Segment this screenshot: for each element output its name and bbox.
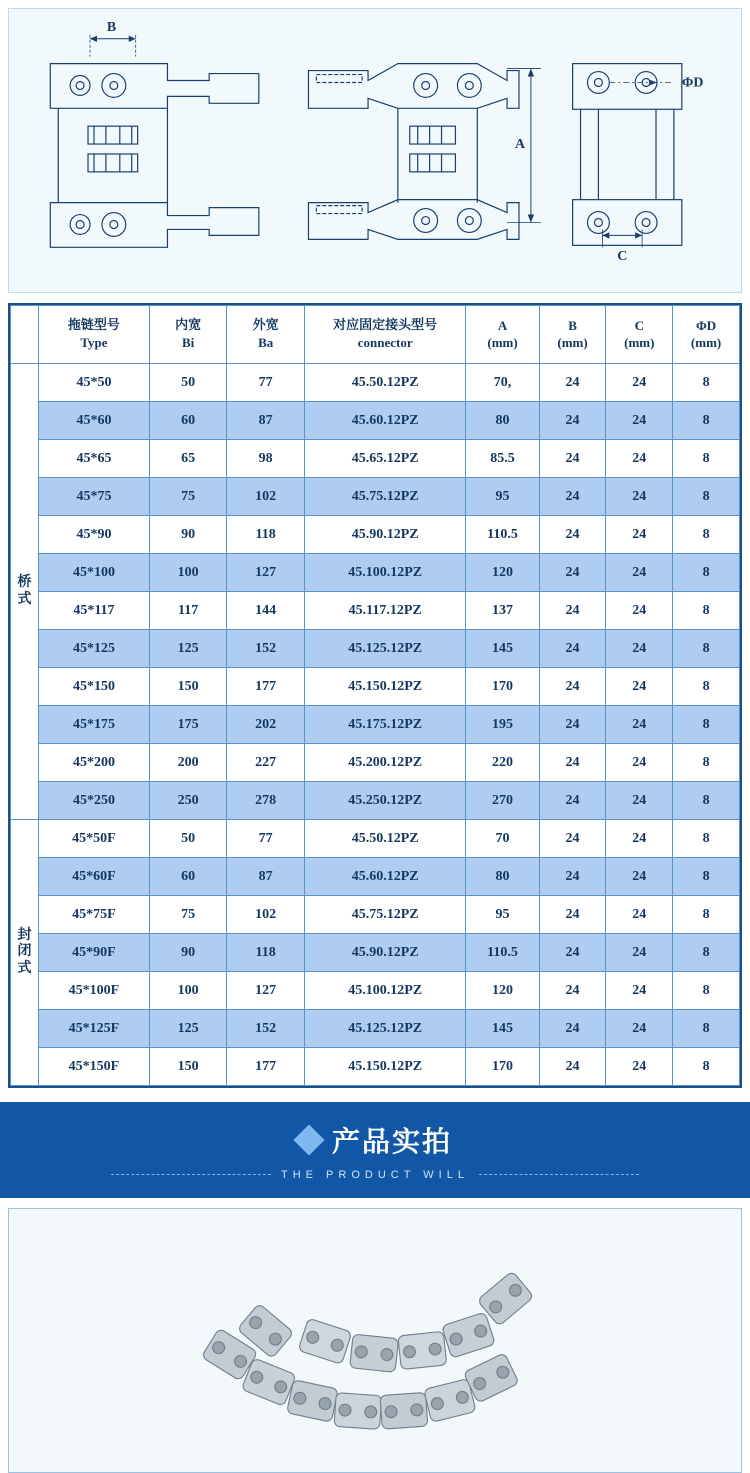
header-b-unit: (mm) <box>557 334 588 350</box>
cell-b: 24 <box>539 1048 606 1086</box>
cell-connector: 45.90.12PZ <box>304 516 466 554</box>
cell-type: 45*60F <box>38 858 149 896</box>
cell-b: 24 <box>539 630 606 668</box>
header-row <box>11 306 740 364</box>
cell-c: 24 <box>606 554 673 592</box>
cell-connector: 45.100.12PZ <box>304 972 466 1010</box>
cell-bi: 125 <box>149 1010 227 1048</box>
cell-type: 45*75 <box>38 478 149 516</box>
cell-phid: 8 <box>673 782 740 820</box>
cell-type: 45*125 <box>38 630 149 668</box>
table-row <box>11 592 740 630</box>
cell-phid: 8 <box>673 896 740 934</box>
table-row <box>11 782 740 820</box>
cell-a: 85.5 <box>466 440 539 478</box>
cell-ba: 127 <box>227 554 305 592</box>
cell-bi: 100 <box>149 972 227 1010</box>
cell-phid: 8 <box>673 478 740 516</box>
cell-ba: 118 <box>227 516 305 554</box>
cell-ba: 127 <box>227 972 305 1010</box>
cell-c: 24 <box>606 1010 673 1048</box>
cell-connector: 45.100.12PZ <box>304 554 466 592</box>
table-row <box>11 630 740 668</box>
cell-c: 24 <box>606 934 673 972</box>
cell-type: 45*65 <box>38 440 149 478</box>
cell-c: 24 <box>606 820 673 858</box>
cell-type: 45*200 <box>38 744 149 782</box>
product-photo-banner <box>0 1102 750 1198</box>
table-row <box>11 858 740 896</box>
cell-bi: 90 <box>149 934 227 972</box>
header-type-cn: 拖链型号 <box>67 318 120 334</box>
cell-ba: 152 <box>227 630 305 668</box>
cell-ba: 87 <box>227 402 305 440</box>
product-spec-page <box>0 8 750 1473</box>
banner-subtitle-row <box>0 1169 750 1181</box>
cell-connector: 45.60.12PZ <box>304 858 466 896</box>
dimension-label-c: C <box>617 249 628 265</box>
header-bi <box>149 306 227 364</box>
cell-ba: 77 <box>227 820 305 858</box>
cell-ba: 152 <box>227 1010 305 1048</box>
table-row <box>11 820 740 858</box>
cell-phid: 8 <box>673 554 740 592</box>
banner-title: 产品实拍 <box>331 1124 452 1158</box>
cell-connector: 45.65.12PZ <box>304 440 466 478</box>
cell-b: 24 <box>539 364 606 402</box>
cell-bi: 100 <box>149 554 227 592</box>
spec-table-head <box>11 306 740 364</box>
cell-bi: 117 <box>149 592 227 630</box>
cell-b: 24 <box>539 554 606 592</box>
cell-type: 45*60 <box>38 402 149 440</box>
table-row <box>11 972 740 1010</box>
cell-ba: 177 <box>227 668 305 706</box>
table-row <box>11 744 740 782</box>
cell-a: 120 <box>466 972 539 1010</box>
cell-connector: 45.50.12PZ <box>304 820 466 858</box>
cell-ba: 278 <box>227 782 305 820</box>
header-ba <box>227 306 305 364</box>
spec-table-wrapper <box>8 303 742 1088</box>
header-c-unit: (mm) <box>624 334 655 350</box>
dimension-label-b: B <box>106 19 117 35</box>
cell-a: 95 <box>466 478 539 516</box>
cell-bi: 60 <box>149 858 227 896</box>
cell-connector: 45.75.12PZ <box>304 896 466 934</box>
cell-bi: 65 <box>149 440 227 478</box>
divider-left <box>111 1174 271 1175</box>
cell-bi: 150 <box>149 1048 227 1086</box>
cell-ba: 87 <box>227 858 305 896</box>
cell-bi: 90 <box>149 516 227 554</box>
cell-type: 45*50F <box>38 820 149 858</box>
cell-phid: 8 <box>673 516 740 554</box>
cell-b: 24 <box>539 592 606 630</box>
cell-c: 24 <box>606 592 673 630</box>
cell-ba: 227 <box>227 744 305 782</box>
cell-b: 24 <box>539 1010 606 1048</box>
cell-c: 24 <box>606 630 673 668</box>
cell-phid: 8 <box>673 668 740 706</box>
cell-c: 24 <box>606 516 673 554</box>
cell-phid: 8 <box>673 364 740 402</box>
cell-ba: 202 <box>227 706 305 744</box>
cell-connector: 45.125.12PZ <box>304 1010 466 1048</box>
header-c <box>606 306 673 364</box>
header-a-title: A <box>497 318 508 334</box>
table-row <box>11 1010 740 1048</box>
header-b-title: B <box>568 318 577 334</box>
cell-c: 24 <box>606 744 673 782</box>
table-row <box>11 364 740 402</box>
dimension-label-a: A <box>515 137 526 153</box>
header-ba-cn: 外宽 <box>252 318 279 334</box>
cell-a: 95 <box>466 896 539 934</box>
cell-connector: 45.125.12PZ <box>304 630 466 668</box>
cell-a: 80 <box>466 402 539 440</box>
header-a <box>466 306 539 364</box>
header-ba-en: Ba <box>258 334 274 350</box>
cell-phid: 8 <box>673 744 740 782</box>
table-row <box>11 896 740 934</box>
table-row <box>11 440 740 478</box>
cell-c: 24 <box>606 478 673 516</box>
cell-b: 24 <box>539 440 606 478</box>
cell-bi: 50 <box>149 364 227 402</box>
product-photo-svg <box>9 1209 741 1472</box>
cell-b: 24 <box>539 744 606 782</box>
cell-ba: 77 <box>227 364 305 402</box>
cell-a: 70, <box>466 364 539 402</box>
cell-type: 45*117 <box>38 592 149 630</box>
cell-c: 24 <box>606 364 673 402</box>
cell-b: 24 <box>539 858 606 896</box>
cell-b: 24 <box>539 706 606 744</box>
table-row <box>11 402 740 440</box>
cell-type: 45*175 <box>38 706 149 744</box>
cell-connector: 45.75.12PZ <box>304 478 466 516</box>
cell-c: 24 <box>606 896 673 934</box>
cell-type: 45*125F <box>38 1010 149 1048</box>
cell-a: 137 <box>466 592 539 630</box>
cell-a: 270 <box>466 782 539 820</box>
cell-type: 45*150 <box>38 668 149 706</box>
diamond-icon <box>293 1124 324 1155</box>
cell-connector: 45.200.12PZ <box>304 744 466 782</box>
header-connector-en: connector <box>357 334 413 350</box>
cell-c: 24 <box>606 782 673 820</box>
cell-bi: 200 <box>149 744 227 782</box>
cell-ba: 102 <box>227 478 305 516</box>
cell-phid: 8 <box>673 972 740 1010</box>
header-bi-cn: 内宽 <box>175 318 202 334</box>
cell-connector: 45.90.12PZ <box>304 934 466 972</box>
cell-bi: 250 <box>149 782 227 820</box>
cell-ba: 177 <box>227 1048 305 1086</box>
cell-phid: 8 <box>673 592 740 630</box>
header-connector-cn: 对应固定接头型号 <box>333 318 438 334</box>
cell-a: 120 <box>466 554 539 592</box>
cell-a: 170 <box>466 668 539 706</box>
cell-c: 24 <box>606 706 673 744</box>
cell-phid: 8 <box>673 440 740 478</box>
row-group-label: 封闭式 <box>11 820 39 1086</box>
header-phid <box>673 306 740 364</box>
cell-ba: 98 <box>227 440 305 478</box>
cell-phid: 8 <box>673 820 740 858</box>
header-group-col <box>11 306 39 364</box>
cell-c: 24 <box>606 972 673 1010</box>
table-row <box>11 554 740 592</box>
cell-b: 24 <box>539 934 606 972</box>
cell-phid: 8 <box>673 706 740 744</box>
cell-bi: 150 <box>149 668 227 706</box>
cell-a: 170 <box>466 1048 539 1086</box>
header-connector <box>304 306 466 364</box>
cell-type: 45*100F <box>38 972 149 1010</box>
cell-c: 24 <box>606 402 673 440</box>
header-type <box>38 306 149 364</box>
table-row <box>11 1048 740 1086</box>
cell-ba: 118 <box>227 934 305 972</box>
header-type-en: Type <box>80 334 108 350</box>
table-row <box>11 934 740 972</box>
header-phid-title: ΦD <box>695 318 717 334</box>
cell-phid: 8 <box>673 1010 740 1048</box>
cell-bi: 50 <box>149 820 227 858</box>
cell-a: 110.5 <box>466 934 539 972</box>
cell-b: 24 <box>539 820 606 858</box>
cell-bi: 75 <box>149 478 227 516</box>
row-group-label: 桥式 <box>11 364 39 820</box>
technical-drawing-panel <box>8 8 742 293</box>
cell-bi: 60 <box>149 402 227 440</box>
cell-connector: 45.150.12PZ <box>304 1048 466 1086</box>
cell-connector: 45.150.12PZ <box>304 668 466 706</box>
table-row <box>11 668 740 706</box>
cell-connector: 45.60.12PZ <box>304 402 466 440</box>
cell-type: 45*75F <box>38 896 149 934</box>
cell-bi: 75 <box>149 896 227 934</box>
header-phid-unit: (mm) <box>690 334 722 350</box>
spec-table-body <box>11 364 740 1086</box>
table-row <box>11 478 740 516</box>
header-b <box>539 306 606 364</box>
table-row <box>11 516 740 554</box>
cell-type: 45*250 <box>38 782 149 820</box>
cell-b: 24 <box>539 972 606 1010</box>
cell-c: 24 <box>606 668 673 706</box>
drawing-svg <box>9 9 741 292</box>
header-c-title: C <box>634 318 644 334</box>
cell-c: 24 <box>606 858 673 896</box>
cell-type: 45*50 <box>38 364 149 402</box>
cell-b: 24 <box>539 516 606 554</box>
header-a-unit: (mm) <box>487 334 518 350</box>
cell-type: 45*90F <box>38 934 149 972</box>
header-bi-en: Bi <box>182 334 195 350</box>
cell-type: 45*90 <box>38 516 149 554</box>
cell-a: 110.5 <box>466 516 539 554</box>
cell-c: 24 <box>606 1048 673 1086</box>
spec-table <box>10 305 740 1086</box>
cell-phid: 8 <box>673 1048 740 1086</box>
cell-connector: 45.50.12PZ <box>304 364 466 402</box>
cell-connector: 45.250.12PZ <box>304 782 466 820</box>
cell-ba: 144 <box>227 592 305 630</box>
cell-bi: 175 <box>149 706 227 744</box>
cell-b: 24 <box>539 668 606 706</box>
cell-ba: 102 <box>227 896 305 934</box>
banner-subtitle: THE PRODUCT WILL <box>281 1168 469 1181</box>
cell-b: 24 <box>539 478 606 516</box>
cell-a: 145 <box>466 1010 539 1048</box>
cell-phid: 8 <box>673 934 740 972</box>
cell-bi: 125 <box>149 630 227 668</box>
product-photo <box>8 1208 742 1473</box>
table-row <box>11 706 740 744</box>
cell-c: 24 <box>606 440 673 478</box>
cell-b: 24 <box>539 896 606 934</box>
cell-a: 80 <box>466 858 539 896</box>
cell-phid: 8 <box>673 858 740 896</box>
cell-phid: 8 <box>673 402 740 440</box>
cell-a: 220 <box>466 744 539 782</box>
cell-type: 45*150F <box>38 1048 149 1086</box>
cell-type: 45*100 <box>38 554 149 592</box>
dimension-label-phid: ΦD <box>681 75 704 91</box>
cell-a: 145 <box>466 630 539 668</box>
cell-connector: 45.175.12PZ <box>304 706 466 744</box>
cell-a: 195 <box>466 706 539 744</box>
cell-connector: 45.117.12PZ <box>304 592 466 630</box>
cell-phid: 8 <box>673 630 740 668</box>
cell-b: 24 <box>539 782 606 820</box>
cell-a: 70 <box>466 820 539 858</box>
banner-title-row <box>298 1120 452 1160</box>
cell-b: 24 <box>539 402 606 440</box>
divider-right <box>479 1174 639 1175</box>
